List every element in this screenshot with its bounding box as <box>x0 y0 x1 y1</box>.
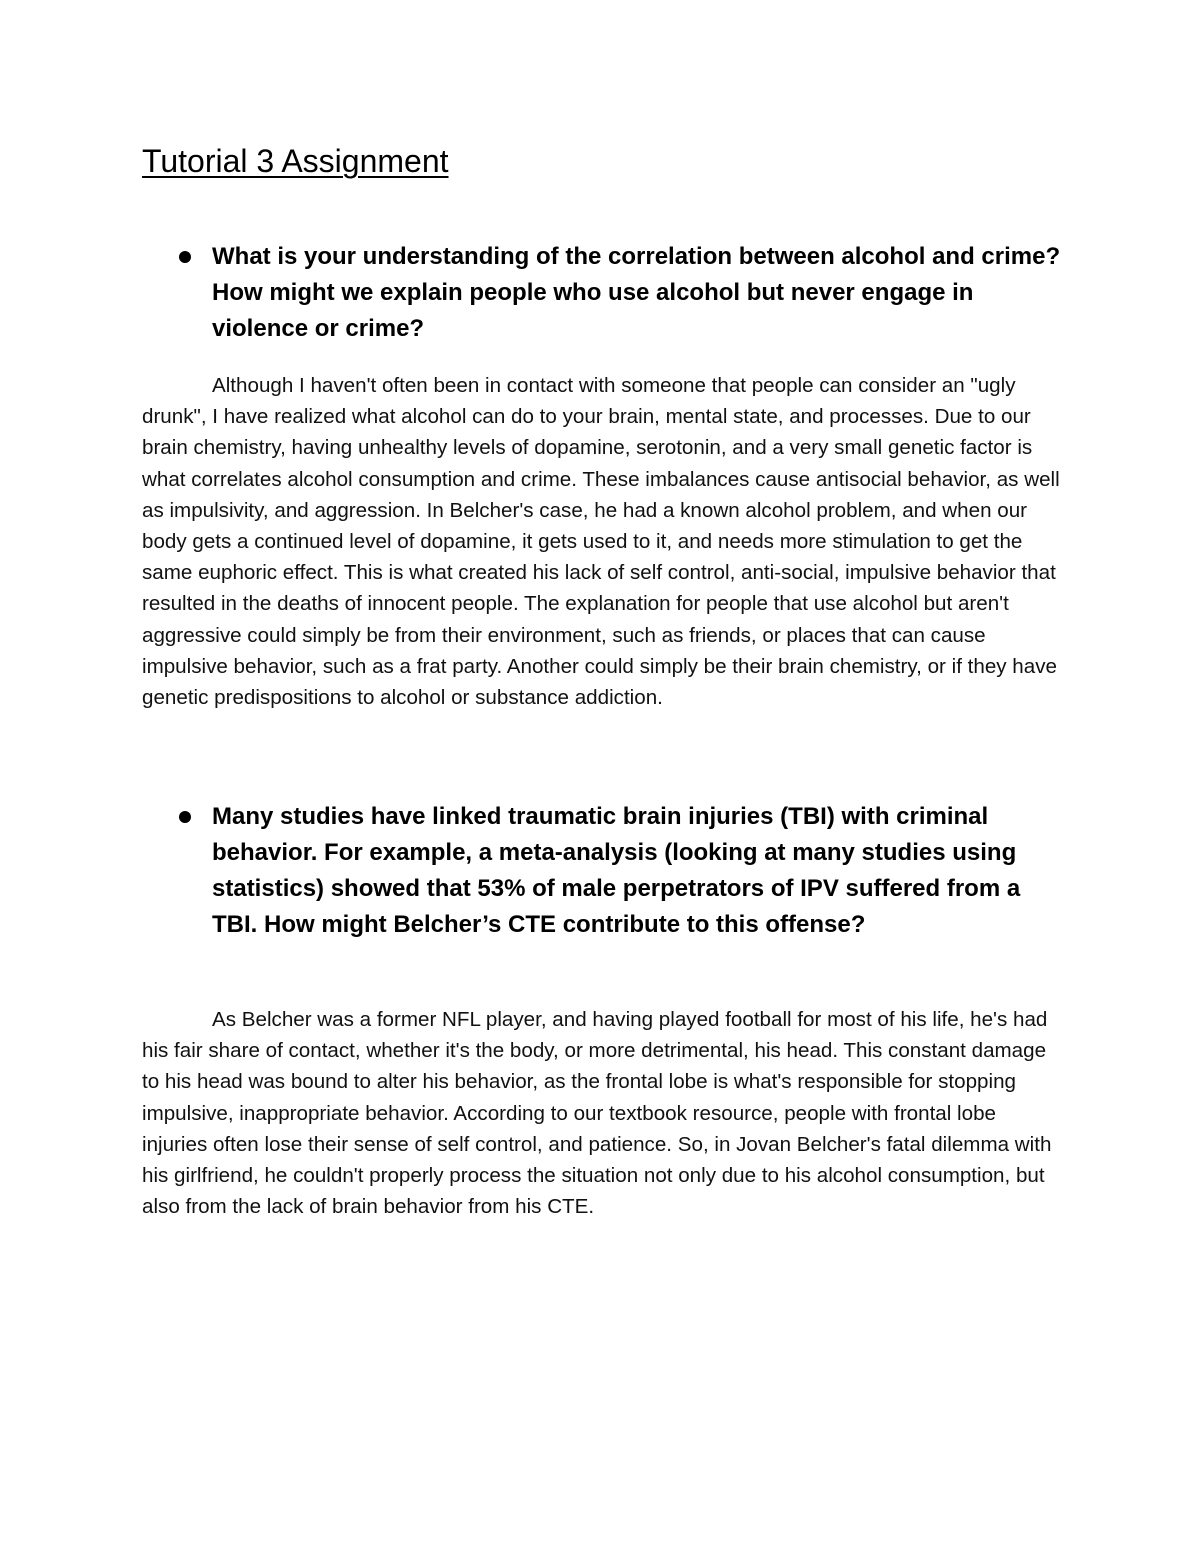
document-title: Tutorial 3 Assignment <box>142 143 449 179</box>
question-1: What is your understanding of the correlation between alcohol and crime? How might we explain people who use alcohol but never engage in violence or crime? <box>212 243 1061 342</box>
answer-2: As Belcher was a former NFL player, and having played football for most of his life, he's had his fair share of contact, whether it's the body, or more detrimental, his head. This constant damage to his head was bound to alter his behavior, as the frontal lobe is what's responsible for stopping impulsive, inappropriate behavior. According to our textbook resource, people with frontal lobe injuries often lose their sense of self control, and patience. So, in Jovan Belcher's fatal dilemma with his girlfriend, he couldn't properly process the situation not only due to his alcohol consumption, but also from the lack of brain behavior from his CTE. <box>142 1008 1052 1219</box>
bullet-icon <box>179 251 191 263</box>
question-2: Many studies have linked traumatic brain injuries (TBI) with criminal behavior. For example, a meta-analysis (looking at many studies using statistics) showed that 53% of male perpetrators of IPV suffered from a TBI. How might Belcher’s CTE contribute to this offense? <box>212 803 1021 938</box>
bullet-icon <box>179 811 191 823</box>
answer-1: Although I haven't often been in contact with someone that people can consider an "ugly drunk", I have realized what alcohol can do to your brain, mental state, and processes. Due to our brain chemistry, having unhealthy levels of dopamine, serotonin, and a very small genetic factor is what correlates alcohol consumption and crime. These imbalances cause antisocial behavior, as well as impulsivity, and aggression. In Belcher's case, he had a known alcohol problem, and when our body gets a continued level of dopamine, it gets used to it, and needs more stimulation to get the same euphoric effect. This is what created his lack of self control, anti-social, impulsive behavior that resulted in the deaths of innocent people. The explanation for people that use alcohol but aren't aggressive could simply be from their environment, such as friends, or places that can cause impulsive behavior, such as a frat party. Another could simply be their brain chemistry, or if they have genetic predispositions to alcohol or substance addiction. <box>142 374 1060 710</box>
